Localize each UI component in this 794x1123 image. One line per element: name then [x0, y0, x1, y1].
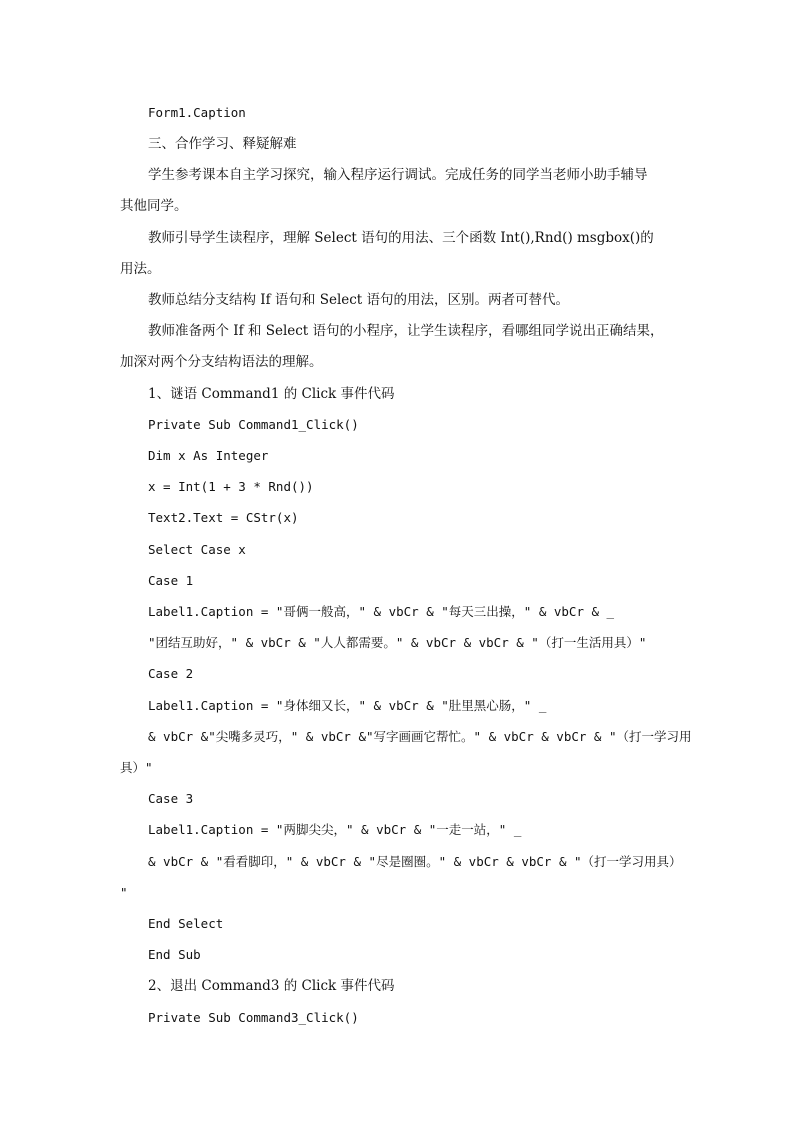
code-line: & vbCr &"尖嘴多灵巧，" & vbCr &"写字画画它帮忙。" & vbCr & vbCr & "（打一学习用	[148, 729, 692, 744]
code-line: Private Sub Command3_Click()	[148, 1010, 359, 1025]
code-line: Case 2	[148, 666, 194, 681]
paragraph-line: 教师引导学生读程序，理解 Select 语句的用法、三个函数 Int(),Rnd() msgbox()的	[148, 230, 654, 246]
code-line: "	[120, 885, 128, 900]
paragraph-line: 加深对两个分支结构语法的理解。	[120, 354, 323, 370]
code-line: Select Case x	[148, 542, 246, 557]
code-line: Case 3	[148, 791, 194, 806]
paragraph-line: 用法。	[120, 261, 161, 277]
code-line: & vbCr & "看看脚印，" & vbCr & "尽是圈圈。" & vbCr & vbCr & "（打一学习用具）	[148, 854, 682, 869]
subheading: 2、退出 Command3 的 Click 事件代码	[148, 978, 395, 994]
paragraph-line: 其他同学。	[120, 198, 188, 214]
code-line: Text2.Text = CStr(x)	[148, 510, 299, 525]
paragraph-line: 教师总结分支结构 If 语句和 Select 语句的用法，区别。两者可替代。	[148, 292, 570, 308]
code-line: "团结互助好，" & vbCr & "人人都需要。" & vbCr & vbCr & "（打一生活用具）"	[148, 635, 647, 650]
code-line: Form1.Caption	[148, 105, 246, 120]
code-line: Case 1	[148, 573, 194, 588]
code-line: 具）"	[120, 760, 153, 775]
code-line: x = Int(1 + 3 * Rnd())	[148, 479, 314, 494]
paragraph-line: 学生参考课本自主学习探究，输入程序运行调试。完成任务的同学当老师小助手辅导	[148, 167, 648, 183]
subheading: 1、谜语 Command1 的 Click 事件代码	[148, 386, 395, 402]
code-line: Label1.Caption = "两脚尖尖，" & vbCr & "一走一站，" _	[148, 822, 522, 837]
code-line: Private Sub Command1_Click()	[148, 417, 359, 432]
code-line: End Select	[148, 916, 224, 931]
code-line: End Sub	[148, 947, 201, 962]
code-line: Dim x As Integer	[148, 448, 269, 463]
code-line: Label1.Caption = "哥俩一般高，" & vbCr & "每天三出操，" & vbCr & _	[148, 604, 615, 619]
paragraph-line: 教师准备两个 If 和 Select 语句的小程序，让学生读程序，看哪组同学说出正确结果，	[148, 323, 664, 339]
code-line: Label1.Caption = "身体细又长，" & vbCr & "肚里黑心肠，" _	[148, 698, 547, 713]
section-heading: 三、合作学习、释疑解难	[148, 136, 297, 152]
